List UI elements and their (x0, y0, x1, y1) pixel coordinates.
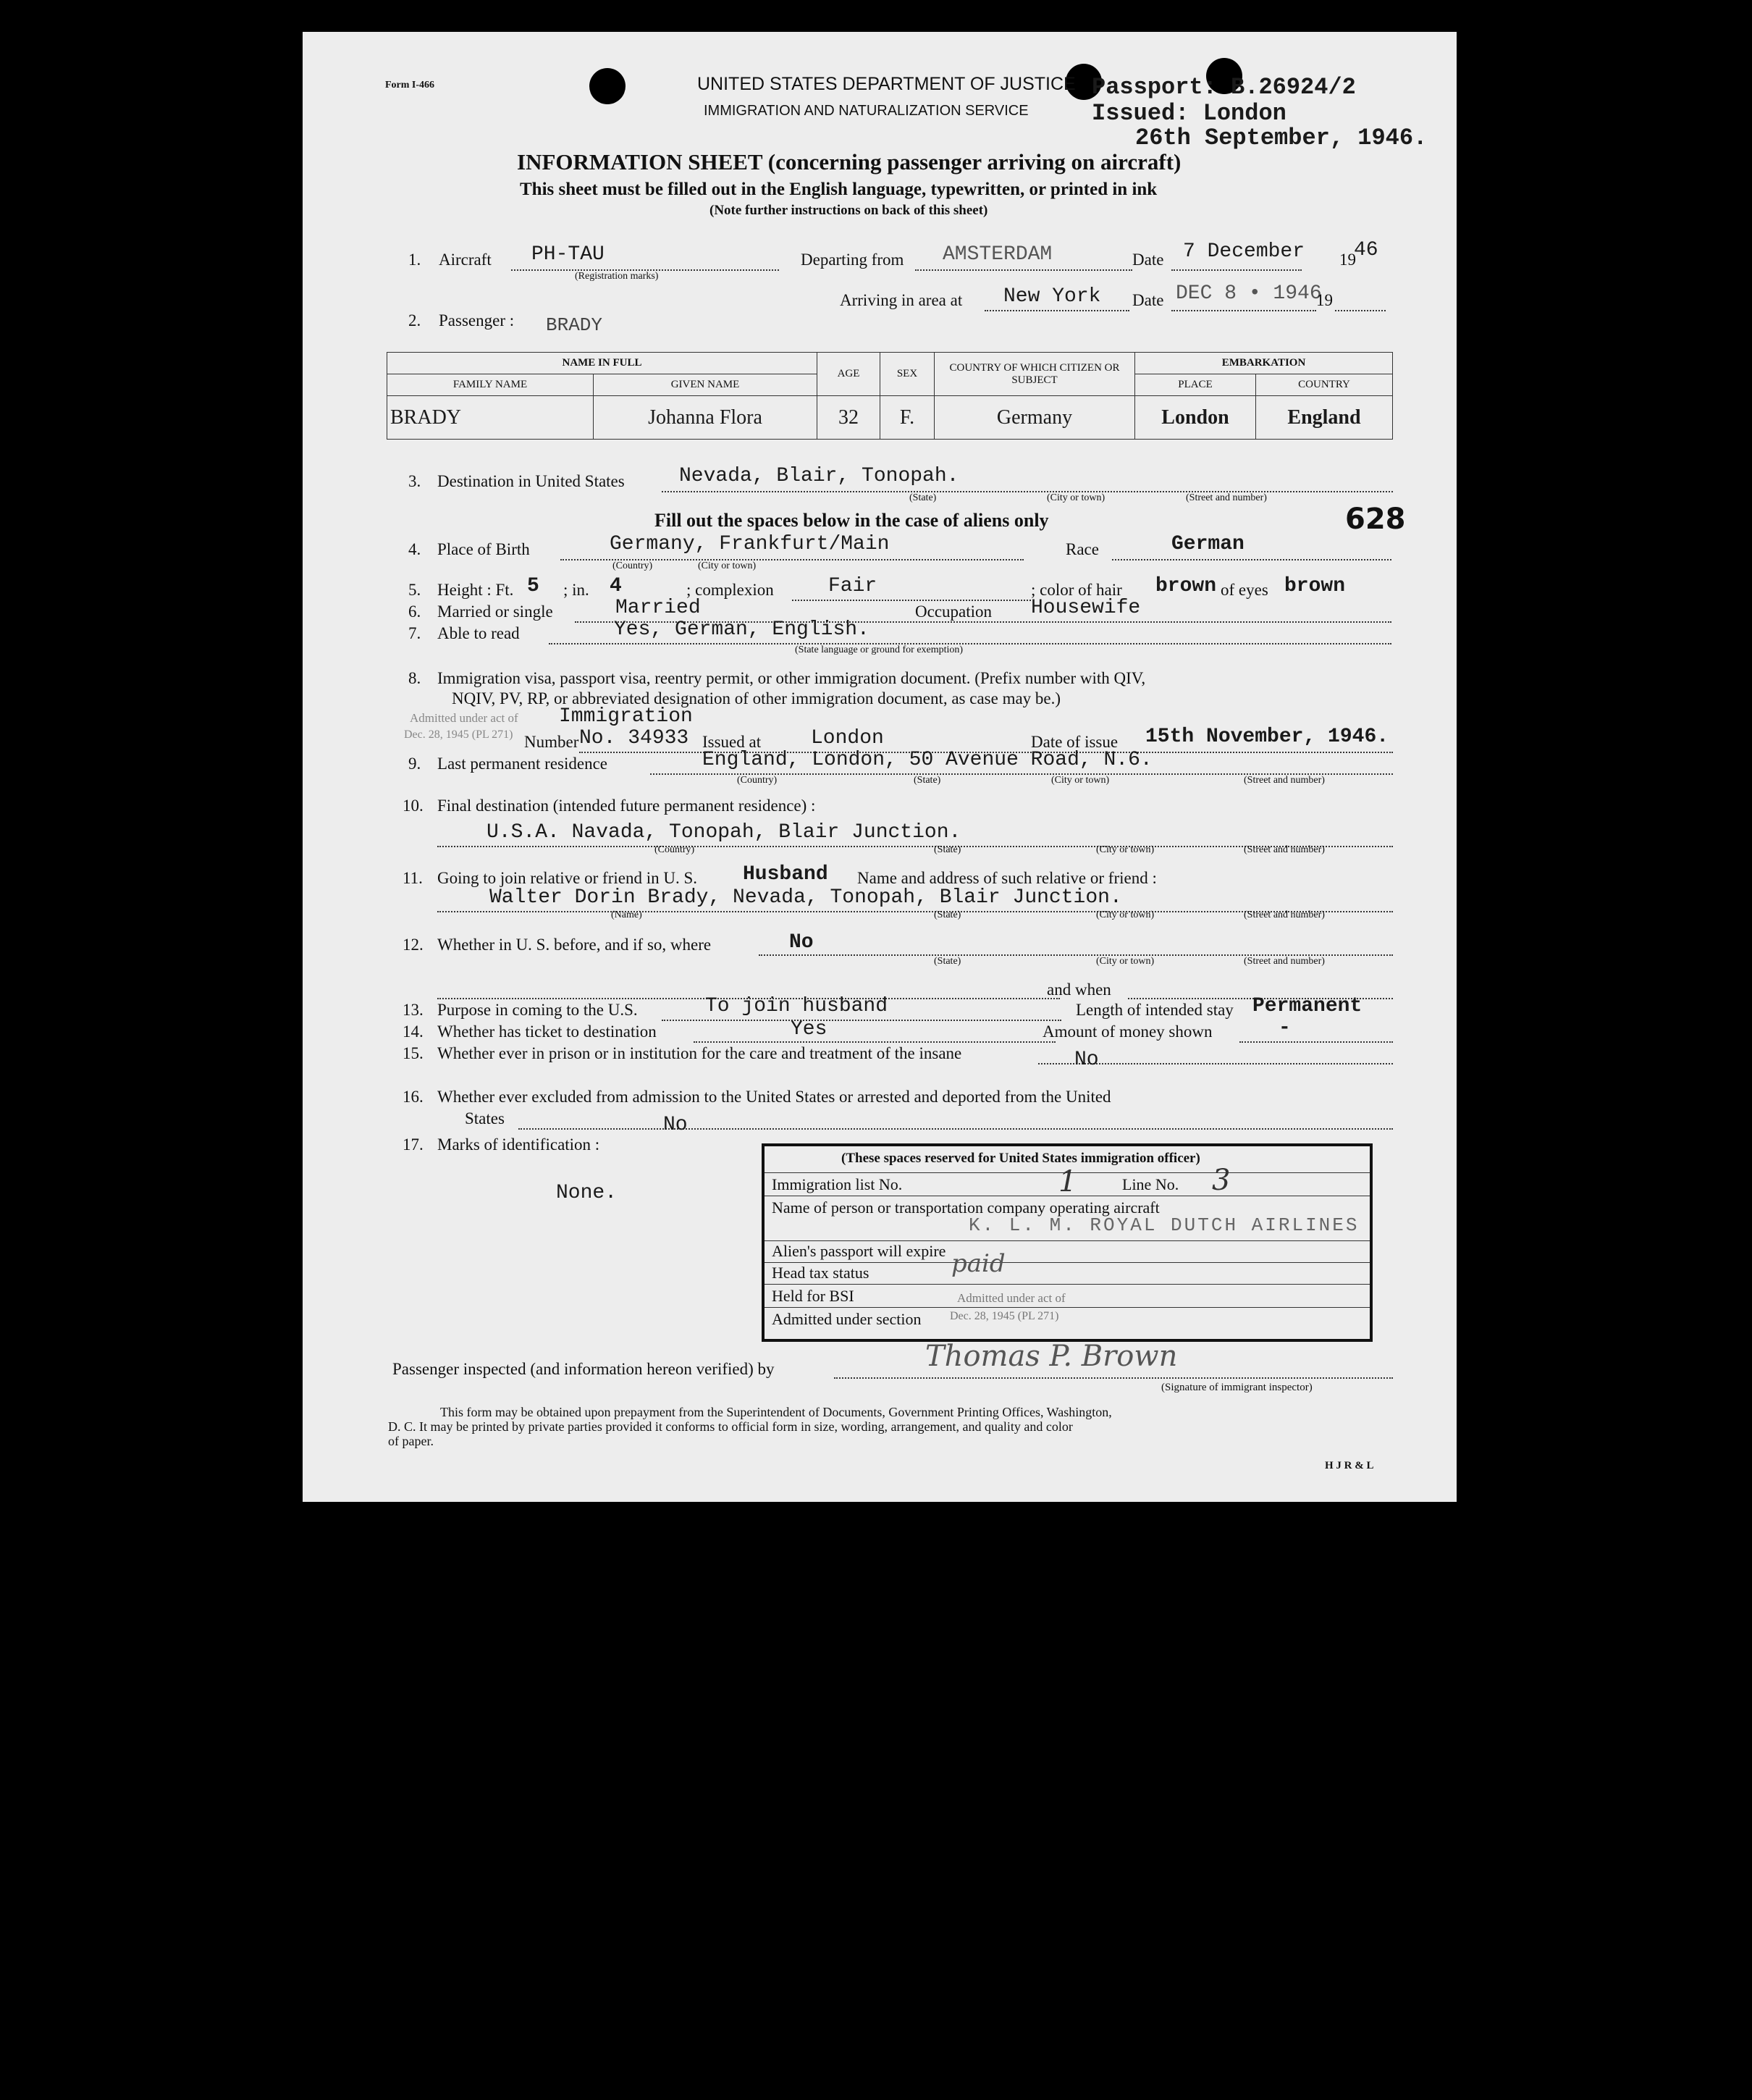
punch-hole-left (589, 68, 626, 104)
rel-caption-name: (Name) (611, 910, 642, 920)
doc-number-label: Number (524, 733, 579, 751)
item17-number: 17. (403, 1135, 424, 1154)
height-ft[interactable]: 5 (527, 575, 539, 597)
footer-line-3: of paper. (388, 1434, 434, 1448)
admitted-stamp-text: Admitted under act of (957, 1291, 1066, 1305)
company-label: Name of person or transportation company operating aircraft (772, 1198, 1160, 1217)
item2-number: 2. (408, 311, 421, 329)
name-in-full-header: NAME IN FULL (387, 353, 817, 374)
item15-number: 15. (403, 1044, 424, 1062)
issued-at-value[interactable]: London (811, 727, 884, 749)
residence-label: Last permanent residence (437, 755, 607, 773)
birthplace-value[interactable]: Germany, Frankfurt/Main (610, 533, 890, 555)
item16-number: 16. (403, 1088, 424, 1106)
passenger-table (387, 352, 1393, 440)
sheet-subtitle: This sheet must be filled out in the English language, typewritten, or printed in ink (520, 180, 1158, 199)
passenger-label: Passenger : (439, 311, 515, 329)
final-destination-value[interactable]: U.S.A. Navada, Tonopah, Blair Junction. (487, 821, 961, 844)
document-text-1: Immigration visa, passport visa, reentry permit, or other immigration document. (Prefix number with QIV, (437, 669, 1146, 687)
list-number-value[interactable]: 1 (1058, 1165, 1077, 1198)
inspection-label: Passenger inspected (and information hereon verified) by (392, 1360, 775, 1378)
money-value[interactable]: - (1279, 1017, 1291, 1039)
passport-stamp-line3: 26th September, 1946. (1135, 125, 1428, 151)
residence-value[interactable]: England, London, 50 Avenue Road, N.6. (702, 749, 1153, 771)
stamp-number: 628 (1345, 503, 1406, 536)
height-in[interactable]: 4 (610, 575, 622, 597)
eyes-label: of eyes (1221, 581, 1268, 599)
read-label: Able to read (437, 624, 520, 642)
item8-number: 8. (408, 669, 421, 687)
purpose-label: Purpose in coming to the U.S. (437, 1001, 638, 1019)
final-caption-city: (City or town) (1096, 844, 1155, 855)
read-value[interactable]: Yes, German, English. (614, 618, 869, 641)
item1-number: 1. (408, 251, 421, 269)
ticket-value[interactable]: Yes (791, 1018, 827, 1041)
rel-caption-state: (State) (934, 910, 961, 920)
res-caption-state: (State) (914, 775, 941, 786)
aliens-heading: Fill out the spaces below in the case of aliens only (654, 510, 1049, 531)
arriving-value[interactable]: New York (1003, 285, 1101, 308)
sex-cell[interactable]: F. (880, 396, 935, 440)
identification-value[interactable]: None. (556, 1182, 618, 1204)
item14-number: 14. (403, 1022, 424, 1041)
family-name-header: FAMILY NAME (387, 374, 594, 396)
aircraft-value[interactable]: PH-TAU (531, 243, 605, 266)
line-number-label: Line No. (1122, 1175, 1179, 1193)
faint-admitted-stamp: Admitted under act of (410, 711, 518, 725)
item11-number: 11. (403, 869, 423, 887)
company-value[interactable]: K. L. M. ROYAL DUTCH AIRLINES (969, 1214, 1360, 1236)
family-name-cell[interactable]: BRADY (387, 396, 594, 440)
faint-admitted-date: Dec. 28, 1945 (PL 271) (404, 728, 513, 741)
hair-label: ; color of hair (1031, 581, 1122, 599)
ticket-label: Whether has ticket to destination (437, 1022, 657, 1041)
join-relative-label: Going to join relative or friend in U. S. (437, 869, 697, 887)
departure-year-value[interactable]: 46 (1354, 239, 1378, 261)
service-name: IMMIGRATION AND NATURALIZATION SERVICE (704, 103, 1029, 119)
country-cell[interactable]: England (1256, 396, 1393, 440)
res-caption-street: (Street and number) (1244, 775, 1325, 786)
eyes-value[interactable]: brown (1284, 575, 1346, 597)
printer-mark: H J R & L (1325, 1460, 1374, 1471)
departure-date-value[interactable]: 7 December (1183, 240, 1305, 263)
head-tax-value[interactable]: paid (951, 1249, 1006, 1278)
inches-label: ; in. (563, 581, 589, 599)
item9-number: 9. (408, 755, 421, 773)
list-number-label: Immigration list No. (772, 1175, 903, 1193)
issue-date-label: Date of issue (1031, 733, 1119, 751)
final-destination-label: Final destination (intended future permanent residence) : (437, 797, 816, 815)
citizen-cell[interactable]: Germany (935, 396, 1135, 440)
date-label: Date (1132, 251, 1164, 269)
hair-value[interactable]: brown (1155, 575, 1217, 597)
res-caption-country: (Country) (737, 775, 778, 786)
relative-name-label: Name and address of such relative or friend : (857, 869, 1157, 887)
relative-value[interactable]: Walter Dorin Brady, Nevada, Tonopah, Blair Junction. (489, 886, 1122, 909)
passport-expire-label: Alien's passport will expire (772, 1242, 946, 1260)
prison-label: Whether ever in prison or in institution for the care and treatment of the insane (437, 1044, 962, 1062)
item6-number: 6. (408, 602, 421, 621)
departure-year-prefix: 19 (1339, 251, 1356, 269)
marital-value[interactable]: Married (615, 597, 701, 619)
purpose-value[interactable]: To join husband (705, 995, 888, 1017)
place-header: PLACE (1135, 374, 1256, 396)
caption-country: (Country) (612, 560, 653, 571)
caption-state: (State) (909, 492, 937, 503)
item4-number: 4. (408, 540, 421, 558)
final-caption-country: (Country) (654, 844, 695, 855)
issue-date-value[interactable]: 15th November, 1946. (1145, 726, 1389, 748)
line-number-value[interactable]: 3 (1212, 1164, 1231, 1197)
birthplace-label: Place of Birth (437, 540, 530, 558)
age-header: AGE (817, 353, 880, 396)
final-caption-state: (State) (934, 844, 961, 855)
rel-caption-city: (City or town) (1096, 910, 1155, 920)
passenger-value[interactable]: BRADY (546, 314, 603, 336)
relation-value[interactable]: Husband (743, 863, 828, 886)
excluded-text-2: States (465, 1109, 505, 1127)
document-text-2: NQIV, PV, RP, or abbreviated designation of other immigration document, as case may be.) (452, 689, 1061, 707)
caption-city: (City or town) (1047, 492, 1105, 503)
country-header: COUNTRY (1256, 374, 1393, 396)
issued-at-label: Issued at (702, 733, 762, 751)
form-sheet (303, 32, 1457, 1502)
complexion-label: ; complexion (686, 581, 774, 599)
destination-label: Destination in United States (437, 472, 625, 490)
registration-caption: (Registration marks) (575, 271, 659, 282)
place-cell[interactable]: London (1135, 396, 1256, 440)
item12-number: 12. (403, 936, 424, 954)
rel-caption-street: (Street and number) (1244, 910, 1325, 920)
caption-city-birth: (City or town) (698, 560, 757, 571)
sheet-title: INFORMATION SHEET (concerning passenger arriving on aircraft) (517, 149, 1182, 175)
passport-stamp-line1: Passport: B.26924/2 (1092, 74, 1356, 101)
citizen-header: COUNTRY OF WHICH CITIZEN OR SUBJECT (935, 353, 1135, 396)
res-caption-city: (City or town) (1051, 775, 1110, 786)
item5-number: 5. (408, 581, 421, 599)
read-caption: (State language or ground for exemption) (795, 644, 964, 655)
sheet-note: (Note further instructions on back of this sheet) (709, 203, 988, 218)
money-label: Amount of money shown (1043, 1022, 1213, 1041)
footer-line-2: D. C. It may be printed by private parties provided it conforms to official form in size, wording, arrangement, and quality and color (388, 1419, 1073, 1434)
identification-label: Marks of identification : (437, 1135, 600, 1154)
height-label: Height : Ft. (437, 581, 514, 599)
previous-visit-label: Whether in U. S. before, and if so, where (437, 936, 712, 954)
marital-label: Married or single (437, 602, 553, 621)
given-name-header: GIVEN NAME (594, 374, 817, 396)
departing-label: Departing from (801, 251, 904, 269)
prison-value[interactable]: No (1074, 1049, 1099, 1071)
bsi-label: Held for BSI (772, 1287, 854, 1305)
admitted-section-label: Admitted under section (772, 1310, 922, 1328)
department-name: UNITED STATES DEPARTMENT OF JUSTICE (697, 74, 1076, 94)
officer-box (762, 1143, 1373, 1342)
occupation-label: Occupation (915, 602, 993, 621)
item7-number: 7. (408, 624, 421, 642)
complexion-value[interactable]: Fair (828, 575, 877, 597)
officer-box-heading: (These spaces reserved for United States immigration officer) (841, 1151, 1200, 1166)
form-number: Form I-466 (385, 80, 435, 91)
signature-caption: (Signature of immigrant inspector) (1161, 1382, 1313, 1393)
head-tax-label: Head tax status (772, 1264, 869, 1282)
aircraft-label: Aircraft (439, 251, 492, 269)
inspector-signature: Thomas P. Brown (925, 1340, 1178, 1373)
given-name-cell[interactable]: Johanna Flora (594, 396, 817, 440)
caption-street: (Street and number) (1186, 492, 1267, 503)
occupation-value[interactable]: Housewife (1031, 597, 1141, 619)
race-value[interactable]: German (1171, 533, 1244, 555)
item10-number: 10. (403, 797, 424, 815)
previous-visit-value[interactable]: No (789, 931, 814, 954)
when-label: and when (1047, 980, 1111, 999)
departing-value[interactable]: AMSTERDAM (943, 243, 1053, 266)
arrival-year-prefix: 19 (1316, 291, 1333, 309)
embarkation-header: EMBARKATION (1135, 353, 1393, 374)
item13-number: 13. (403, 1001, 424, 1019)
race-label: Race (1066, 540, 1099, 558)
arrival-date-stamp: DEC 8 • 1946 (1176, 282, 1322, 305)
document-type[interactable]: Immigration (559, 705, 693, 728)
destination-value[interactable]: Nevada, Blair, Tonopah. (679, 465, 959, 487)
sex-header: SEX (880, 353, 935, 396)
arriving-label: Arriving in area at (840, 291, 963, 309)
table-row (387, 396, 1393, 440)
prev-caption-city: (City or town) (1096, 956, 1155, 967)
prev-caption-state: (State) (934, 956, 961, 967)
final-caption-street: (Street and number) (1244, 844, 1325, 855)
excluded-text-1: Whether ever excluded from admission to the United States or arrested and deported from the United (437, 1088, 1111, 1106)
excluded-value[interactable]: No (663, 1114, 688, 1136)
footer-line-1: This form may be obtained upon prepayment from the Superintendent of Documents, Government Printing Offices, Washington, (440, 1405, 1112, 1419)
prev-caption-street: (Street and number) (1244, 956, 1325, 967)
stay-label: Length of intended stay (1076, 1001, 1234, 1019)
age-cell[interactable]: 32 (817, 396, 880, 440)
passport-stamp-line2: Issued: London (1092, 100, 1286, 127)
arrival-date-label: Date (1132, 291, 1164, 309)
admitted-stamp-date: Dec. 28, 1945 (PL 271) (950, 1310, 1059, 1322)
item3-number: 3. (408, 472, 421, 490)
stay-value[interactable]: Permanent (1252, 995, 1363, 1017)
doc-number-value[interactable]: No. 34933 (579, 727, 689, 749)
